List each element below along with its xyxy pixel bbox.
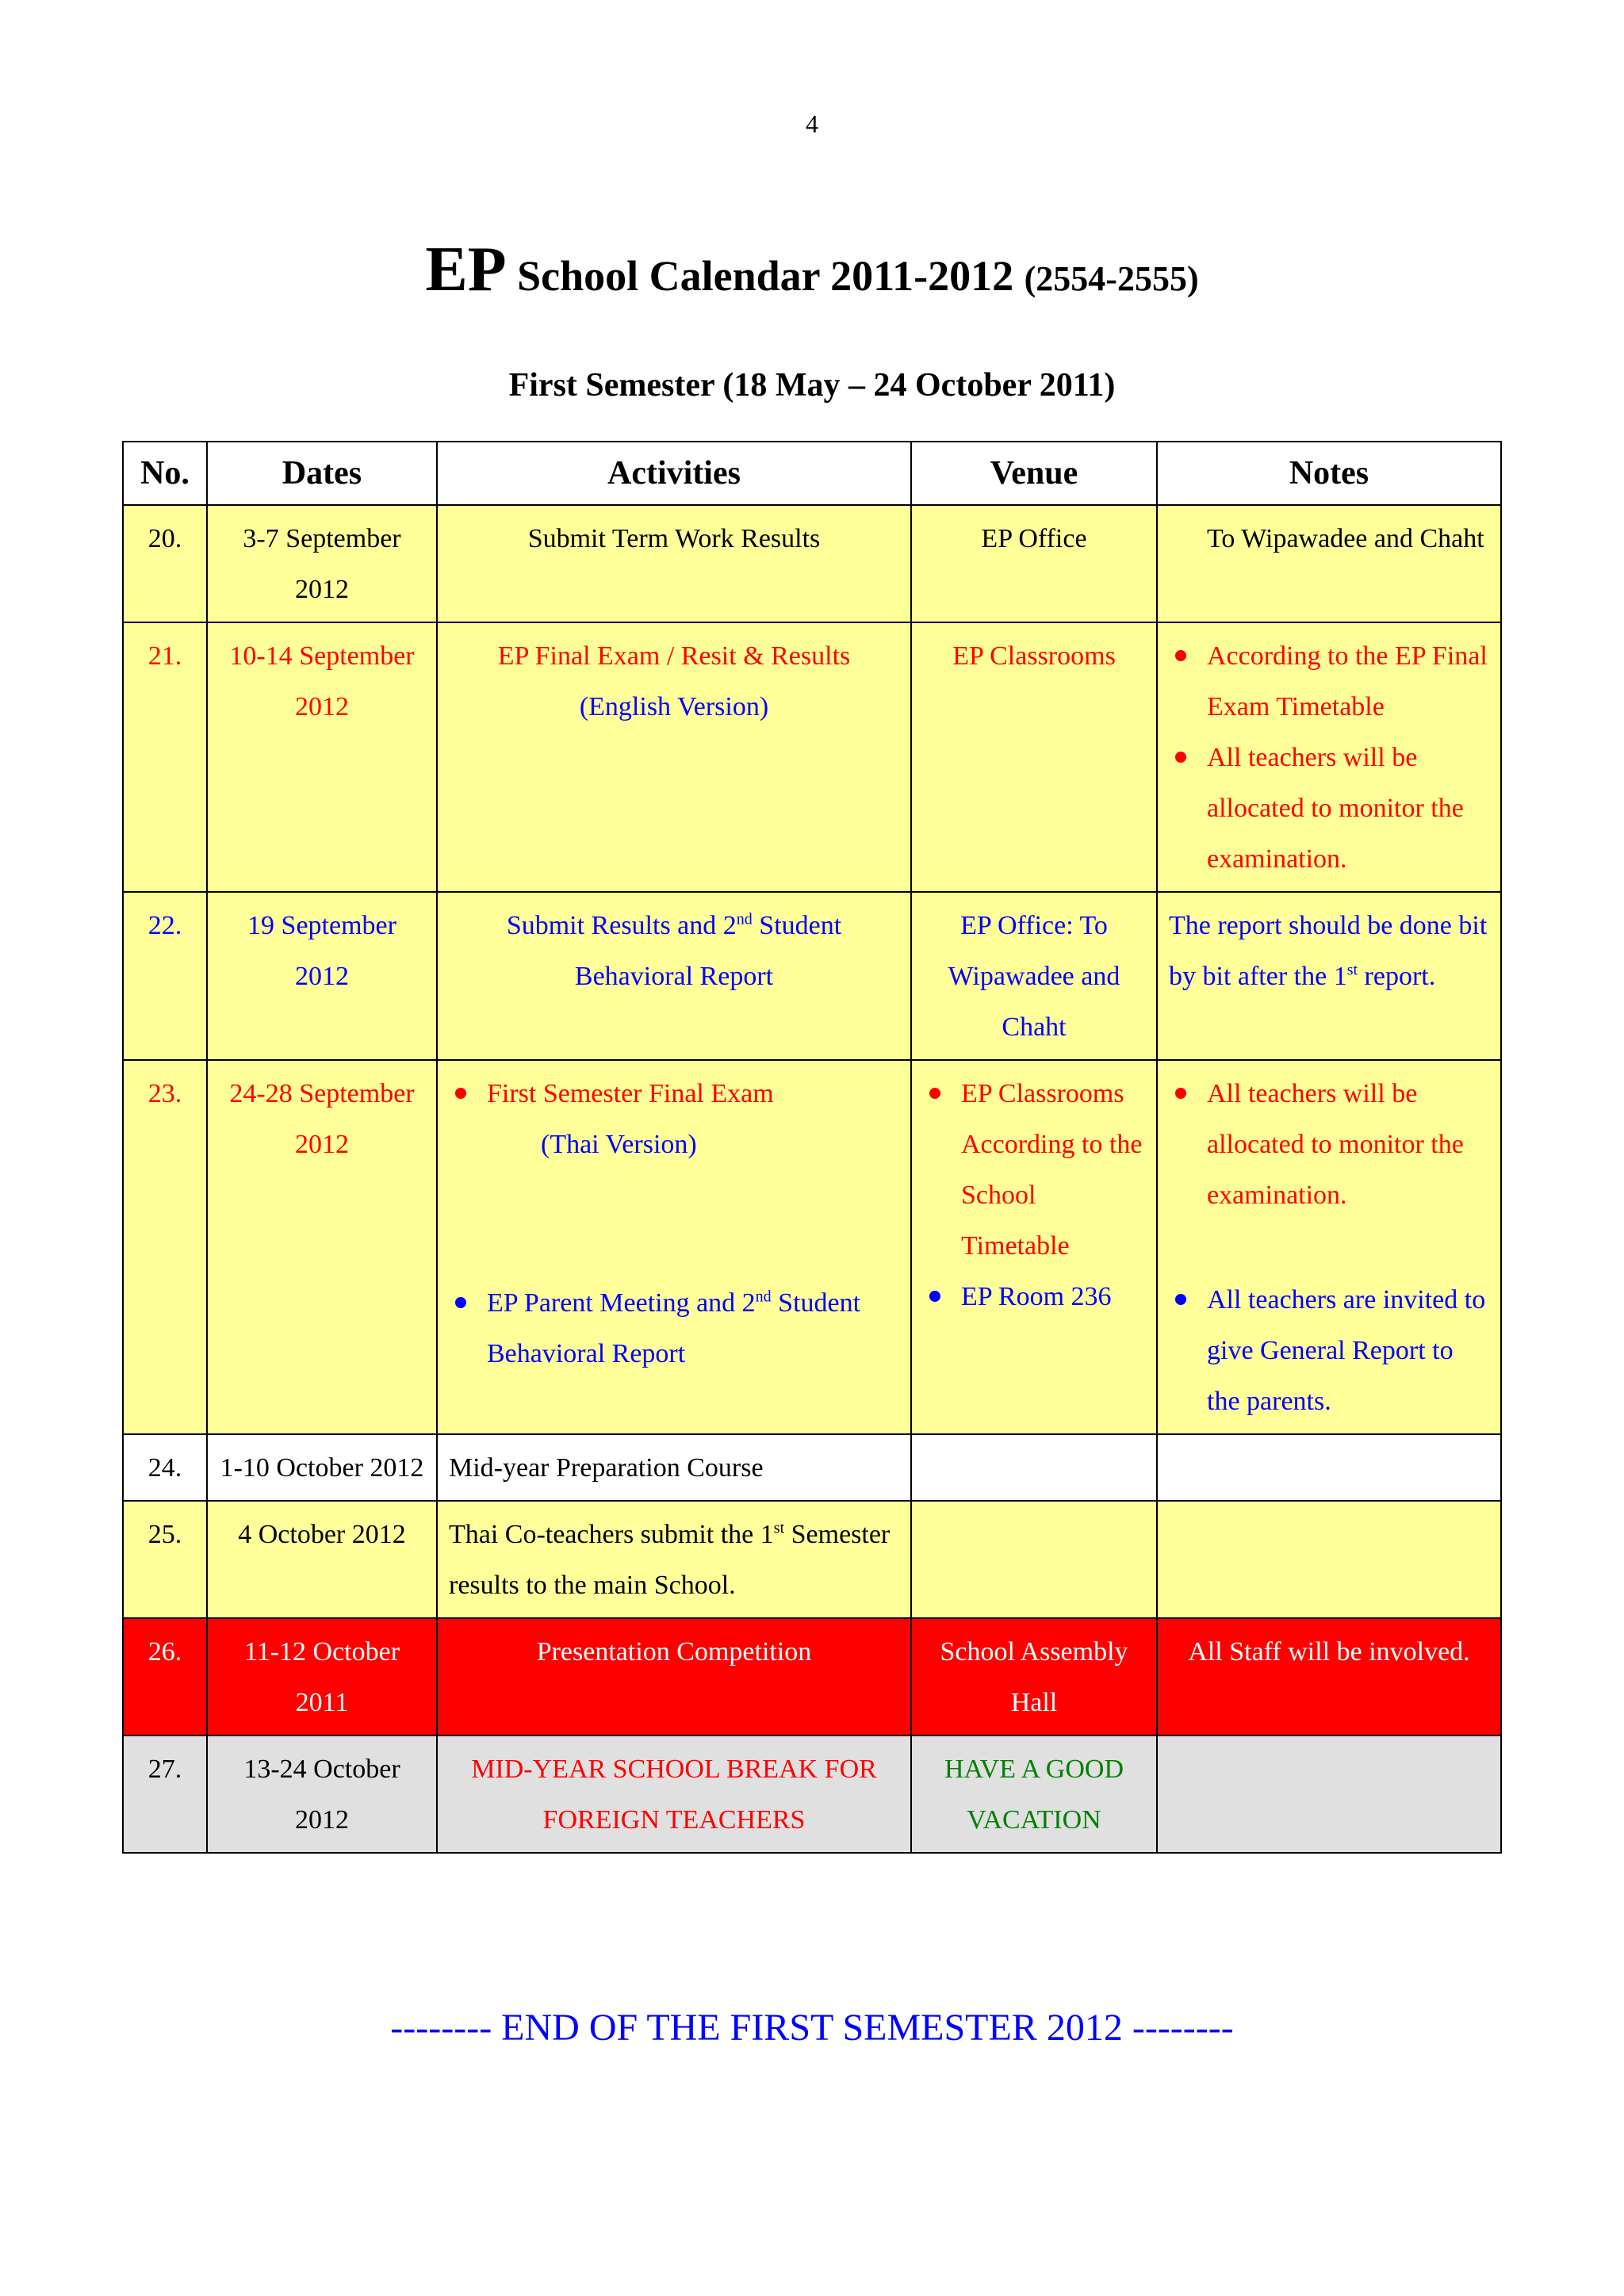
ordinal-sup: st [773, 1519, 785, 1537]
bullet-icon [1175, 752, 1186, 763]
bullet-icon [455, 1088, 466, 1099]
row-no: 27. [123, 1735, 207, 1853]
header-dates: Dates [207, 442, 437, 505]
list-item [923, 1272, 1145, 1322]
list-item [1169, 1275, 1489, 1427]
row-venue: EP Classrooms [911, 622, 1157, 892]
list-item [449, 1278, 899, 1380]
table-row [123, 1060, 1501, 1434]
list-item [1169, 733, 1489, 885]
title-years: (2554-2555) [1024, 259, 1199, 298]
row-venue: EP Office: To Wipawadee and Chaht [911, 892, 1157, 1060]
table-row [123, 1501, 1501, 1618]
activity-text: Student Behavioral Report [487, 1288, 861, 1368]
list-item [1169, 1069, 1489, 1221]
note-text: All teachers will be allocated to monitor the examination. [1207, 1079, 1464, 1210]
end-of-semester-banner: -------- END OF THE FIRST SEMESTER 2012 -------- [390, 2007, 1234, 2049]
row-activity [437, 1060, 911, 1434]
row-note [1157, 1501, 1501, 1618]
spacer [449, 1170, 899, 1224]
header-activities: Activities [437, 442, 911, 505]
table-row [123, 1618, 1501, 1735]
title-ep: EP [425, 235, 507, 304]
table-header-row [123, 442, 1501, 505]
list-item [449, 1069, 899, 1170]
activity-text: Semester results to the main School. [449, 1520, 891, 1600]
row-date: 1-10 October 2012 [207, 1434, 437, 1501]
row-note: To Wipawadee and Chaht [1157, 505, 1501, 622]
row-venue [911, 1060, 1157, 1434]
row-note: All Staff will be involved. [1157, 1618, 1501, 1735]
ordinal-sup: nd [736, 910, 753, 928]
row-no: 24. [123, 1434, 207, 1501]
activity-text: First Semester Final Exam [487, 1079, 774, 1108]
row-activity [437, 1501, 911, 1618]
row-date: 3-7 September 2012 [207, 505, 437, 622]
row-activity [437, 622, 911, 892]
row-no: 21. [123, 622, 207, 892]
row-activity: Submit Term Work Results [437, 505, 911, 622]
note-text: According to the EP Final Exam Timetable [1207, 641, 1488, 721]
row-no: 22. [123, 892, 207, 1060]
bullet-icon [1175, 1088, 1186, 1099]
venue-text: EP Classrooms According to the School Timetable [961, 1079, 1143, 1261]
row-venue [911, 1501, 1157, 1618]
list-item [923, 1069, 1145, 1272]
row-date: 19 September 2012 [207, 892, 437, 1060]
note-text: report. [1358, 962, 1436, 991]
spacer [449, 1224, 899, 1278]
header-no: No. [123, 442, 207, 505]
header-notes: Notes [1157, 442, 1501, 505]
row-date: 4 October 2012 [207, 1501, 437, 1618]
row-activity: MID-YEAR SCHOOL BREAK FOR FOREIGN TEACHERS [437, 1735, 911, 1853]
header-venue: Venue [911, 442, 1157, 505]
calendar-table [122, 441, 1502, 1854]
list-item [1169, 631, 1489, 733]
page-number: 4 [806, 109, 818, 138]
table-row [123, 622, 1501, 892]
row-activity [437, 892, 911, 1060]
activity-text: EP Parent Meeting and 2 [487, 1288, 756, 1318]
note-text: All teachers will be allocated to monitor the examination. [1207, 743, 1464, 874]
row-date: 11-12 October 2011 [207, 1618, 437, 1735]
row-venue: EP Office [911, 505, 1157, 622]
bullet-icon [929, 1088, 940, 1099]
row-note [1157, 1060, 1501, 1434]
semester-subtitle: First Semester (18 May – 24 October 2011) [508, 367, 1116, 404]
spacer [1169, 1221, 1489, 1275]
table-row [123, 1434, 1501, 1501]
row-note [1157, 1434, 1501, 1501]
row-no: 25. [123, 1501, 207, 1618]
row-note [1157, 622, 1501, 892]
title-main: School Calendar 2011-2012 [506, 252, 1025, 300]
row-venue [911, 1434, 1157, 1501]
row-no: 23. [123, 1060, 207, 1434]
table-row [123, 892, 1501, 1060]
activity-line: EP Final Exam / Resit & Results [497, 641, 851, 671]
bullet-icon [455, 1297, 466, 1308]
table-row [123, 505, 1501, 622]
ordinal-sup: st [1346, 961, 1358, 979]
activity-text: Thai Co-teachers submit the 1 [449, 1520, 774, 1549]
row-venue: HAVE A GOOD VACATION [911, 1735, 1157, 1853]
row-note [1157, 892, 1501, 1060]
activity-version: (Thai Version) [541, 1130, 697, 1159]
bullet-icon [1175, 650, 1186, 661]
row-date: 24-28 September 2012 [207, 1060, 437, 1434]
activity-version: (English Version) [579, 692, 769, 721]
activity-text: Student Behavioral Report [574, 911, 842, 991]
row-venue: School Assembly Hall [911, 1618, 1157, 1735]
row-no: 20. [123, 505, 207, 622]
ordinal-sup: nd [755, 1288, 772, 1306]
row-date: 10-14 September 2012 [207, 622, 437, 892]
venue-text: EP Room 236 [961, 1282, 1112, 1311]
row-activity: Mid-year Preparation Course [437, 1434, 911, 1501]
row-no: 26. [123, 1618, 207, 1735]
activity-text: Submit Results and 2 [506, 911, 737, 940]
bullet-icon [1175, 1294, 1186, 1305]
page-title [0, 235, 1624, 304]
row-activity: Presentation Competition [437, 1618, 911, 1735]
row-date: 13-24 October 2012 [207, 1735, 437, 1853]
note-text: All teachers are invited to give General Report to the parents. [1207, 1285, 1486, 1416]
note-text: The report should be done bit by bit after the 1 [1169, 911, 1488, 991]
row-note [1157, 1735, 1501, 1853]
table-row [123, 1735, 1501, 1853]
bullet-icon [929, 1291, 940, 1302]
